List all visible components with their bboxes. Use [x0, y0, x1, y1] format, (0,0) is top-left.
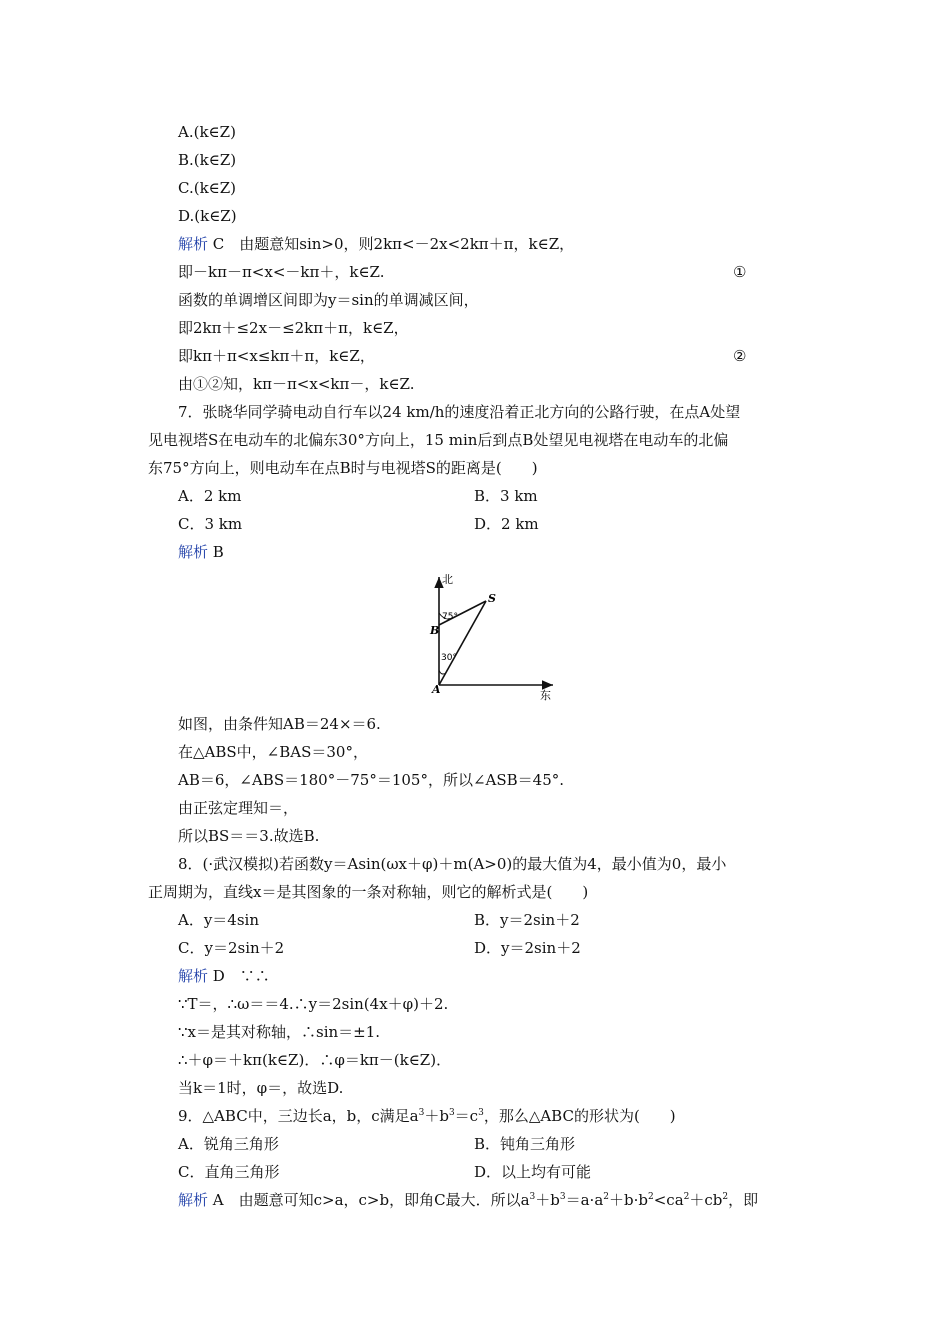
direction-figure — [420, 573, 560, 703]
east-label: 东 — [540, 689, 551, 702]
q8-stem-line-1: 8．(·武汉模拟)若函数y＝Asin(ωx＋φ)＋m(A>0)的最大值为4，最小值为0，最小 — [178, 855, 727, 873]
exponent: 3 — [448, 1108, 455, 1118]
q7-stem-line-3: 东75°方向上，则电动车在点B时与电视塔S的距离是( ) — [148, 459, 538, 477]
equation-marker-2: ② — [733, 347, 747, 365]
q7-option-d: D．2 km — [474, 515, 539, 533]
q9-option-d: D．以上均有可能 — [474, 1163, 592, 1181]
q9-analysis-line — [178, 1188, 758, 1212]
q9-analysis-part: <ca — [653, 1191, 684, 1209]
analysis-label: 解析 — [178, 235, 209, 253]
q6-solution-line-4: 即2kπ＋≤2x－≤2kπ＋π，k∈Z， — [178, 319, 409, 337]
q9-analysis-part: ＋cb — [689, 1191, 723, 1209]
q6-analysis-text: C 由题意知sin>0，则2kπ<－2x<2kπ＋π，k∈Z， — [208, 235, 575, 253]
q7-solution-line-1: 如图，由条件知AB＝24×＝6. — [178, 715, 381, 733]
q9-analysis-part: ＋b·b — [609, 1191, 648, 1209]
q9-option-a: A．锐角三角形 — [178, 1135, 279, 1153]
analysis-label: 解析 — [178, 543, 209, 561]
point-b-label: B — [430, 624, 440, 637]
q9-stem-part: 9．△ABC中，三边长a，b，c满足a — [178, 1107, 419, 1125]
q8-analysis-line — [178, 964, 270, 988]
q7-stem-line-1: 7．张晓华同学骑电动自行车以24 km/h的速度沿着正北方向的公路行驶，在点A处望 — [178, 403, 741, 421]
q8-solution-line-1: ∵T＝，∴ω＝＝4.∴y＝2sin(4x＋φ)＋2. — [178, 995, 449, 1013]
q7-solution-line-2: 在△ABS中，∠BAS＝30°， — [178, 743, 368, 761]
q6-solution-line-3: 函数的单调增区间即为y＝sin的单调减区间， — [178, 291, 479, 309]
exponent: 2 — [647, 1192, 654, 1202]
q9-option-c: C．直角三角形 — [178, 1163, 280, 1181]
q8-option-a: A．y＝4sin — [178, 911, 260, 929]
q8-analysis-text: D ∵∴ — [208, 967, 270, 985]
q7-solution-line-4: 由正弦定理知＝， — [178, 799, 299, 817]
q8-solution-line-3: ∴＋φ＝＋kπ(k∈Z)．∴φ＝kπ－(k∈Z)． — [178, 1051, 452, 1069]
q9-analysis-part: ＋b — [535, 1191, 560, 1209]
q6-option-d: D.(k∈Z) — [178, 207, 237, 225]
q6-solution-line-2: 即－kπ－π<x<－kπ＋，k∈Z. — [178, 263, 385, 281]
q7-option-a: A．2 km — [178, 487, 242, 505]
q6-option-b: B.(k∈Z) — [178, 151, 237, 169]
analysis-label: 解析 — [178, 1191, 209, 1209]
q9-stem-part: ＋b — [424, 1107, 449, 1125]
q6-option-c: C.(k∈Z) — [178, 179, 237, 197]
angle-30-label: 30° — [441, 653, 457, 663]
q9-option-b: B．钝角三角形 — [474, 1135, 576, 1153]
q7-solution-line-3: AB＝6，∠ABS＝180°－75°＝105°，所以∠ASB＝45°. — [178, 771, 565, 789]
q8-solution-line-2: ∵x＝是其对称轴，∴sin＝±1. — [178, 1023, 381, 1041]
q9-stem-part: ，那么△ABC的形状为( ) — [483, 1107, 676, 1125]
point-s-label: S — [488, 592, 496, 605]
q8-option-c: C．y＝2sin＋2 — [178, 939, 285, 957]
q7-analysis-line — [178, 540, 224, 564]
q9-analysis-part: ＝a·a — [565, 1191, 604, 1209]
angle-arc-30 — [439, 670, 446, 674]
exponent: 3 — [529, 1192, 536, 1202]
q9-stem — [178, 1104, 676, 1128]
q8-option-b: B．y＝2sin＋2 — [474, 911, 580, 929]
q6-analysis-line — [178, 232, 574, 256]
q9-stem-part: ＝c — [454, 1107, 479, 1125]
q8-option-d: D．y＝2sin＋2 — [474, 939, 581, 957]
q8-stem-line-2: 正周期为，直线x＝是其图象的一条对称轴，则它的解析式是( ) — [148, 883, 589, 901]
q9-analysis-part: ，即 — [728, 1191, 759, 1209]
q7-option-b: B．3 km — [474, 487, 538, 505]
q6-solution-line-5: 即kπ＋π<x≤kπ＋π，k∈Z， — [178, 347, 375, 365]
q7-option-c: C．3 km — [178, 515, 243, 533]
q6-solution-line-6: 由①②知，kπ－π<x<kπ－，k∈Z. — [178, 375, 415, 393]
angle-75-label: 75° — [442, 612, 458, 622]
q7-stem-line-2: 见电视塔S在电动车的北偏东30°方向上，15 min后到点B处望见电视塔在电动车的北偏 — [148, 431, 729, 449]
exponent: 3 — [559, 1192, 566, 1202]
exponent: 3 — [418, 1108, 425, 1118]
q7-solution-line-5: 所以BS＝＝3.故选B. — [178, 827, 320, 845]
exponent: 3 — [478, 1108, 484, 1118]
point-a-label: A — [432, 683, 441, 696]
north-label: 北 — [442, 573, 453, 586]
exponent: 2 — [603, 1192, 609, 1202]
q7-analysis-text: B — [208, 543, 224, 561]
exponent: 2 — [683, 1192, 690, 1202]
analysis-label: 解析 — [178, 967, 209, 985]
exponent: 2 — [722, 1192, 729, 1202]
equation-marker-1: ① — [733, 263, 747, 281]
q9-analysis-part: A 由题意可知c>a，c>b，即角C最大．所以a — [208, 1191, 530, 1209]
q6-option-a: A.(k∈Z) — [178, 123, 236, 141]
q8-solution-line-4: 当k＝1时，φ＝，故选D. — [178, 1079, 344, 1097]
